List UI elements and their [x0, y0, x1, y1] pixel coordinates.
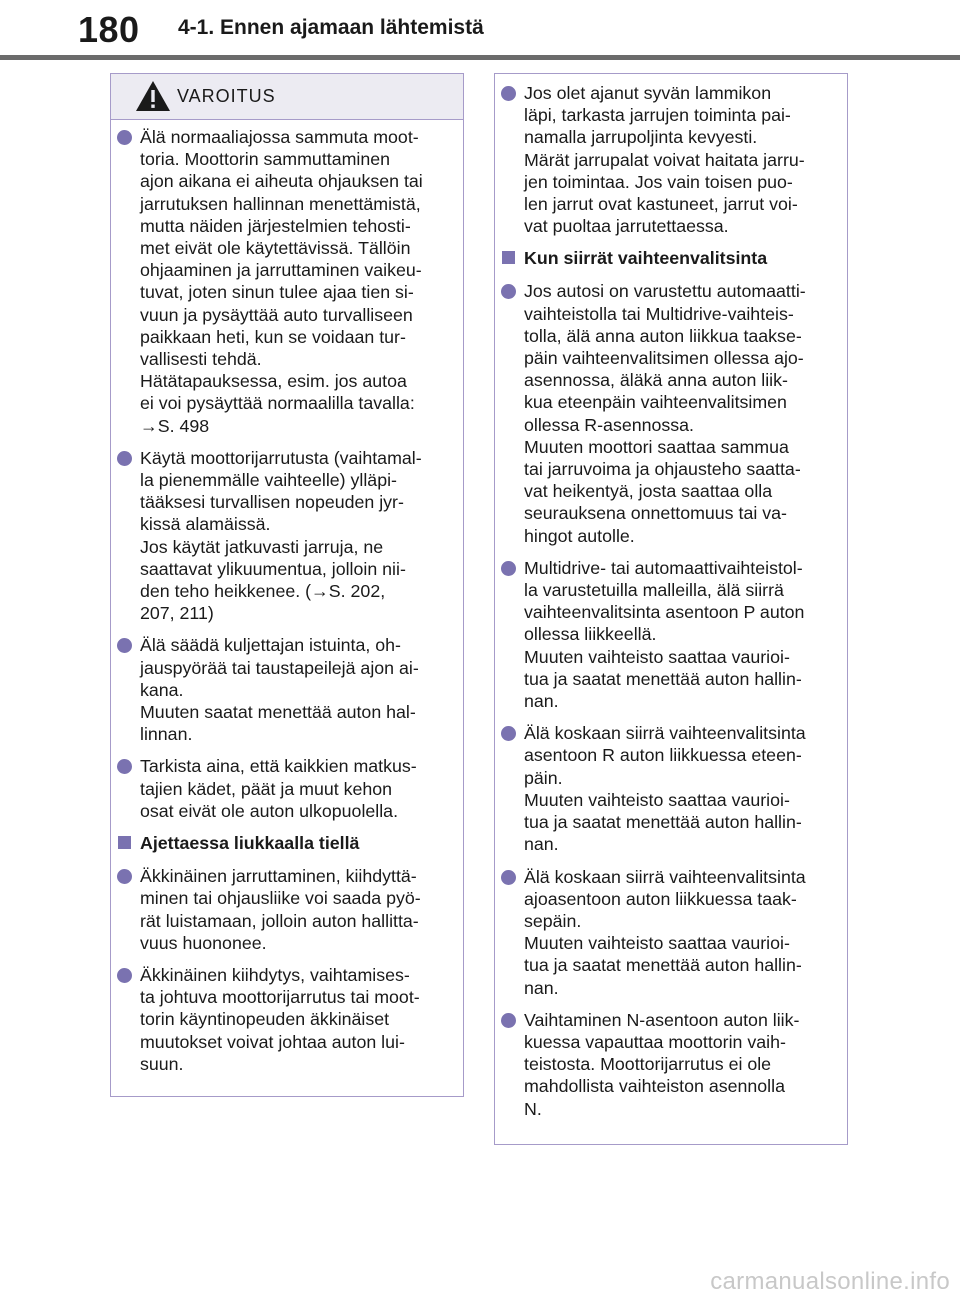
warning-item-text: Tarkista aina, että kaikkien matkus- tajien kädet, päät ja muut kehon osat eivät ole auton ulkopuolella. — [140, 756, 417, 821]
section-title: 4-1. Ennen ajamaan lähtemistä — [178, 16, 484, 39]
warning-item-text: Äkkinäinen kiihdytys, vaihtamises- ta johtuva moottorijarrutus tai moot- torin käyntinopeuden äkkinäiset muutokset voivat johtaa auton lui- suun. — [140, 964, 420, 1074]
page-number: 180 — [78, 9, 140, 50]
warning-item — [117, 634, 455, 745]
warning-item — [501, 280, 839, 546]
warning-item-text: Älä koskaan siirrä vaihteenvalitsinta asentoon R auton liikkuessa eteen- päin. Muuten vaihteisto saattaa vaurioi- tua ja saatat menettää auton hallin- nan. — [524, 723, 806, 855]
warning-header — [111, 74, 463, 120]
warning-item — [501, 722, 839, 855]
subheading — [117, 832, 455, 854]
circle-bullet-icon — [501, 561, 516, 576]
warning-item — [117, 865, 455, 954]
warning-item-text: Vaihtaminen N-asentoon auton liik- kuessa vapauttaa moottorin vaih- teistosta. Moottorijarrutus ei ole mahdollista vaihteiston asennolla N. — [524, 1009, 800, 1119]
warning-item-text: Multidrive- tai automaattivaihteistol- la varustetuilla malleilla, älä siirrä vaihteenvalitsinta asentoon P auton ollessa liikkeellä. Muuten vaihteisto saattaa vaurioi- tua ja saatat menettää auton hallin- nan. — [524, 557, 805, 712]
circle-bullet-icon — [117, 451, 132, 466]
warning-item-text: Äkkinäinen jarruttaminen, kiihdyttä- minen tai ohjausliike voi saada pyö- rät luistamaan, jolloin auton hallitta- vuus huononee. — [140, 866, 421, 953]
circle-bullet-icon — [501, 870, 516, 885]
warning-item-text: Älä normaaliajossa sammuta moot- toria. Moottorin sammuttaminen ajon aikana ei aiheuta ohjauksen tai jarrutuksen hallinnan menettämistä, mutta näiden järjestelmien tehosti- met eivät ole käytettävissä. Tällöin ohjaaminen ja jarruttaminen vaikeu- tuvat, joten sinun tulee ajaa tien si- vuun ja pysäyttää auto turvalliseen paikkaan heti, kun se voidaan tur- vallisesti tehdä. Hätätapauksessa, esim. jos autoa ei voi pysäyttää normaalilla tavalla: →S. 498 — [140, 127, 423, 436]
warning-box-right — [494, 73, 848, 1145]
warning-triangle-icon — [135, 80, 171, 112]
warning-item — [117, 447, 455, 625]
warning-content-right — [501, 82, 839, 1130]
circle-bullet-icon — [501, 726, 516, 741]
warning-content-left — [117, 126, 455, 1085]
warning-item — [117, 126, 455, 437]
page-header — [0, 0, 960, 60]
warning-item — [117, 755, 455, 822]
warning-box-left — [110, 73, 464, 1097]
circle-bullet-icon — [117, 759, 132, 774]
warning-item — [501, 82, 839, 237]
warning-title: VAROITUS — [177, 86, 276, 106]
subheading — [501, 247, 839, 269]
circle-bullet-icon — [117, 869, 132, 884]
warning-item-text: Jos olet ajanut syvän lammikon läpi, tarkasta jarrujen toiminta pai- namalla jarrupoljinta kevyesti. Märät jarrupalat voivat haitata jarru- jen toimintaa. Jos vain toisen puo- len jarrut ovat kastuneet, jarrut voi- vat puoltaa jarrutettaessa. — [524, 83, 805, 237]
warning-item — [117, 964, 455, 1075]
watermark: carmanualsonline.info — [710, 1268, 950, 1295]
subheading-text: Kun siirrät vaihteenvalitsinta — [524, 248, 768, 269]
warning-item — [501, 557, 839, 712]
circle-bullet-icon — [501, 284, 516, 299]
circle-bullet-icon — [117, 130, 132, 145]
warning-item — [501, 866, 839, 999]
circle-bullet-icon — [117, 638, 132, 653]
header-divider — [0, 55, 960, 60]
square-bullet-icon — [502, 251, 515, 264]
warning-item-text: Käytä moottorijarrutusta (vaihtamal- la pienemmälle vaihteelle) ylläpi- tääksesi turvallisen nopeuden jyr- kissä alamäissä. Jos käytät jatkuvasti jarruja, ne saattavat ylikuumentua, jolloin nii- den teho heikkenee. (→S. 202, 207, 211) — [140, 447, 422, 624]
circle-bullet-icon — [117, 968, 132, 983]
circle-bullet-icon — [501, 1013, 516, 1028]
warning-item-text: Älä säädä kuljettajan istuinta, oh- jauspyörää tai taustapeilejä ajon ai- kana. Muuten saatat menettää auton hal- linnan. — [140, 635, 419, 745]
warning-item-text: Älä koskaan siirrä vaihteenvalitsinta ajoasentoon auton liikkuessa taak- sepäin. Muuten vaihteisto saattaa vaurioi- tua ja saatat menettää auton hallin- nan. — [524, 866, 806, 998]
square-bullet-icon — [118, 836, 131, 849]
subheading-text: Ajettaessa liukkaalla tiellä — [140, 833, 360, 854]
circle-bullet-icon — [501, 86, 516, 101]
warning-item-text: Jos autosi on varustettu automaatti- vaihteistolla tai Multidrive-vaihteis- tolla, älä anna auton liikkua taakse- päin vaihteenvalitsimen ollessa ajo- asennossa, äläkä anna auton liik- kua eteenpäin vaihteenvalitsimen ollessa R-asennossa. Muuten moottori saattaa sammua tai jarruvoima ja ohjausteho saatta- vat heikentyä, josta saattaa olla seurauksena onnettomuus tai va- hingot autolle. — [524, 281, 806, 546]
warning-item — [501, 1009, 839, 1120]
